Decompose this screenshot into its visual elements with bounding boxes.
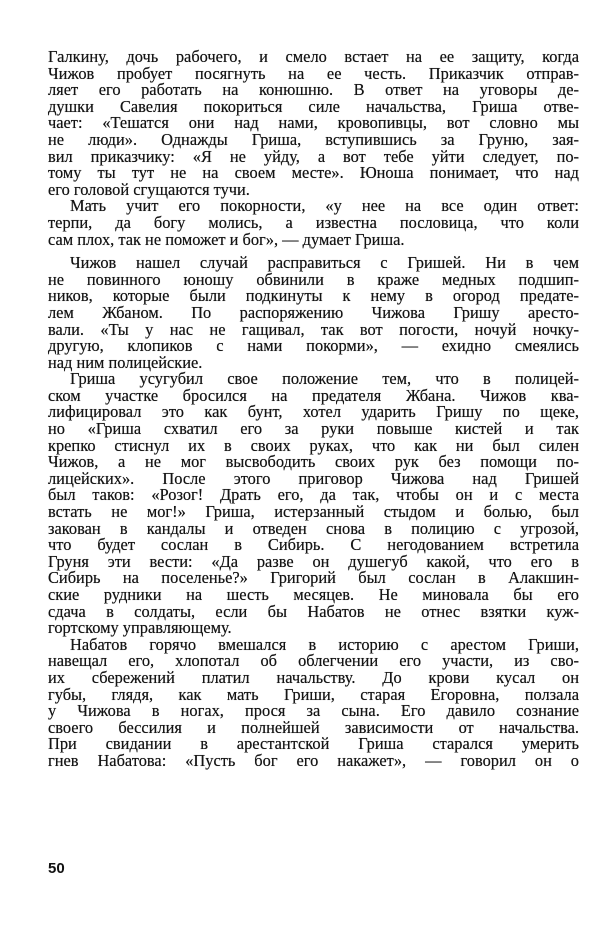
text-line: вали. «Ты у нас не гащивал, так вот погости, ночуй ночку-: [48, 319, 579, 339]
text-line: ские рудники на шесть месяцев. Не миновала бы его: [48, 585, 579, 604]
text-line: лифицировал это как бунт, хотел ударить Гришу по щеке,: [48, 402, 579, 422]
text-line: Галкину, дочь рабочего, и смело встает на ее защиту, когда: [48, 47, 579, 66]
text-line: Сибирь на поселенье?» Григорий был сослан в Алакшин-: [48, 568, 579, 588]
text-line: другую, клопиков с нами покорми», — ехидно смеялись: [48, 336, 579, 356]
book-page-text: [48, 49, 579, 770]
text-line: ском участке бросился на предателя Жбана. Чижов ква-: [48, 385, 579, 405]
text-line: Мать учит его покорности, «у нее на все один ответ:: [70, 196, 579, 216]
paragraph: [48, 255, 579, 371]
text-line: душки Савелия покориться силе начальства, Гриша отве-: [48, 96, 579, 116]
text-line: Груня эти вести: «Да разве он душегуб какой, что его в: [48, 551, 579, 571]
text-line: своего бессилия и полнейшей зависимости от начальства.: [48, 717, 579, 737]
paragraph: [48, 634, 579, 770]
text-line: При свидании в арестантской Гриша старался умерить: [48, 734, 579, 754]
text-line: Гриша усугубил свое положение тем, что в полицей-: [70, 369, 579, 389]
text-line: не повинного юношу обвинили в краже медных подшип-: [48, 269, 579, 289]
text-line: не люди». Однажды Гриша, вступившись за Груню, зая-: [48, 129, 579, 149]
text-line: сам плох, так не поможет и бог», — думает Гриша.: [48, 229, 405, 249]
text-line: терпи, да богу молись, а известна пословица, что коли: [48, 212, 579, 232]
text-line: лем Жбаном. По распоряжению Чижова Гришу аресто-: [48, 302, 579, 322]
text-line: ников, которые были подкинуты к нему в огород предате-: [48, 286, 579, 306]
text-line: Чижов нашел случай расправиться с Гришей. Ни в чем: [70, 253, 579, 273]
text-line: гнев Набатова: «Пусть бог его накажет», — говорил он о: [48, 750, 579, 770]
paragraph: [48, 371, 579, 637]
text-line: чает: «Тешатся они над нами, кровопивцы, вот словно мы: [48, 113, 579, 133]
text-line: лицейских». После этого приговор Чижова над Гришей: [48, 468, 579, 488]
text-line: что будет сослан в Сибирь. С негодованием встретила: [48, 535, 579, 555]
text-line: тому ты тут не на своем месте». Юноша понимает, что над: [48, 163, 579, 183]
text-line: над ним полицейские.: [48, 352, 203, 372]
text-line: но «Гриша схватил его за руки повыше кистей и так: [48, 419, 579, 439]
text-line: ляет его работать на конюшню. В ответ на уговоры де-: [48, 80, 579, 100]
text-line: Набатов горячо вмешался в историю с арестом Гриши,: [70, 634, 579, 654]
text-line: Чижов, а не мог высвободить своих рук без помощи по-: [48, 452, 579, 472]
text-line: крепко стиснул их в своих руках, что как ни был силен: [48, 435, 579, 455]
text-line: гортскому управляющему.: [48, 618, 232, 638]
text-line: был таков: «Розог! Драть его, да так, чтобы он и с места: [48, 485, 579, 505]
text-line: закован в кандалы и отведен снова в полицию с угрозой,: [48, 518, 579, 538]
text-line: у Чижова в ногах, прося за сына. Его давило сознание: [48, 701, 579, 721]
text-line: их сбережений платил начальству. До крови кусал он: [48, 667, 579, 687]
text-line: Чижов пробует посягнуть на ее честь. Приказчик отправ-: [48, 63, 579, 83]
text-line: губы, глядя, как мать Гриши, старая Егоровна, ползала: [48, 684, 579, 704]
paragraph: [48, 198, 579, 248]
text-line: сдача в солдаты, если бы Набатов не отнес взятки куж-: [48, 601, 579, 621]
text-line: вил приказчику: «Я не уйду, а вот тебе уйти следует, по-: [48, 146, 579, 166]
text-line: встать не мог!» Гриша, истерзанный стыдом и болью, был: [48, 502, 579, 522]
page-number: 50: [48, 860, 65, 877]
text-line: навещал его, хлопотал об облегчении его участи, из сво-: [48, 651, 579, 671]
paragraph: [48, 49, 579, 198]
text-line: его головой сгущаются тучи.: [48, 179, 250, 199]
